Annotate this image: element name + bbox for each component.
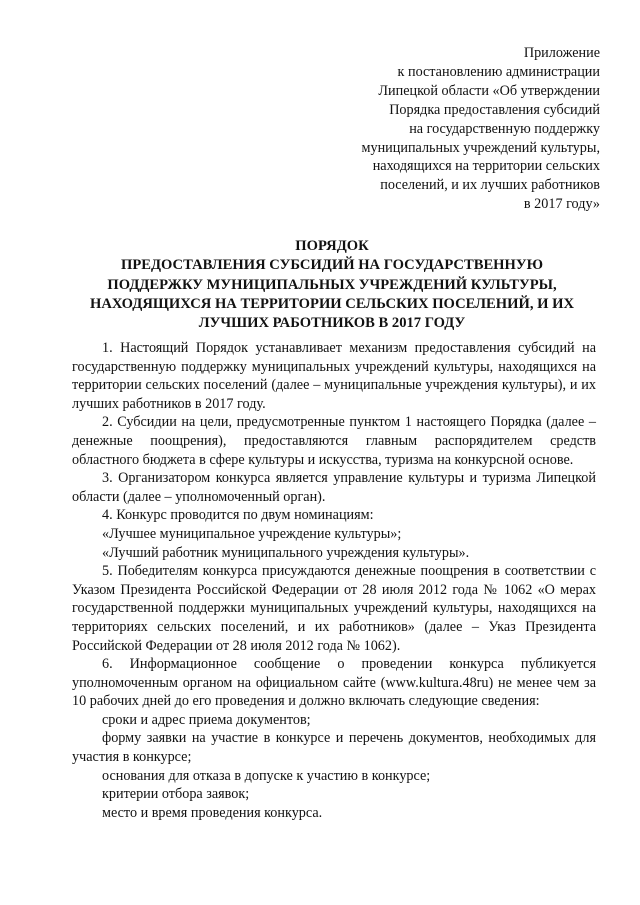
appendix-line: поселений, и их лучших работников	[380, 177, 600, 194]
nomination-item-institution: «Лучшее муниципальное учреждение культуры»;	[102, 525, 402, 542]
paragraph-2: 2. Субсидии на цели, предусмотренные пунктом 1 настоящего Порядка (далее – денежные поощрения), предоставляются главным распорядителем средств областного бюджета в сфере культуры и искусства, туризма на конкурсной основе.	[72, 414, 596, 468]
appendix-line: муниципальных учреждений культуры,	[361, 139, 600, 156]
appendix-line: Липецкой области «Об утверждении	[378, 82, 600, 99]
info-item-criteria: критерии отбора заявок;	[102, 786, 250, 803]
nomination-item-worker: «Лучший работник муниципального учреждения культуры».	[102, 544, 470, 561]
document-body	[72, 339, 596, 822]
info-item-deadlines: сроки и адрес приема документов;	[102, 711, 311, 728]
document-title	[72, 237, 592, 333]
paragraph-4: 4. Конкурс проводится по двум номинациям:	[102, 507, 374, 524]
appendix-line: Порядка предоставления субсидий	[389, 101, 600, 118]
title-line: ПРЕДОСТАВЛЕНИЯ СУБСИДИЙ НА ГОСУДАРСТВЕННУЮ	[120, 257, 544, 274]
title-line: ЛУЧШИХ РАБОТНИКОВ В 2017 ГОДУ	[198, 315, 466, 332]
appendix-line: к постановлению администрации	[397, 63, 600, 80]
info-item-application-form: форму заявки на участие в конкурсе и перечень документов, необходимых для участия в конкурсе;	[72, 730, 596, 766]
appendix-line: находящихся на территории сельских	[372, 158, 600, 175]
appendix-line: Приложение	[523, 45, 600, 61]
paragraph-6: 6. Информационное сообщение о проведении конкурса публикуется уполномоченным органом на официальном сайте (www.kultura.48ru) не менее чем за 10 рабочих дней до его проведения и должно включать следующие сведения:	[72, 656, 596, 710]
appendix-header	[300, 44, 600, 214]
paragraph-3: 3. Организатором конкурса является управление культуры и туризма Липецкой области (далее – уполномоченный орган).	[72, 470, 596, 505]
info-item-place-time: место и время проведения конкурса.	[102, 804, 323, 821]
paragraph-1: 1. Настоящий Порядок устанавливает механизм предоставления субсидий на государственную поддержку муниципальных учреждений культуры, находящихся на территории сельских поселений (далее – муниципальные учреждения культуры), и их лучших работников в 2017 году.	[72, 340, 596, 412]
info-item-refusal-grounds: основания для отказа в допуске к участию в конкурсе;	[102, 767, 431, 784]
title-line: ПОДДЕРЖКУ МУНИЦИПАЛЬНЫХ УЧРЕЖДЕНИЙ КУЛЬТУРЫ,	[107, 276, 557, 293]
paragraph-5: 5. Победителям конкурса присуждаются денежные поощрения в соответствии с Указом Президента Российской Федерации от 28 июля 2012 года № 1062 «О мерах государственной поддержки муниципальных учреждений культуры, находящихся на территориях сельских поселений, и их работников» (далее – Указ Президента Российской Федерации от 28 июля 2012 года № 1062).	[72, 563, 596, 654]
appendix-line: в 2017 году»	[523, 196, 600, 213]
appendix-line: на государственную поддержку	[409, 120, 600, 137]
title-line: ПОРЯДОК	[295, 238, 369, 254]
title-line: НАХОДЯЩИХСЯ НА ТЕРРИТОРИИ СЕЛЬСКИХ ПОСЕЛЕНИЙ, И ИХ	[89, 295, 575, 312]
